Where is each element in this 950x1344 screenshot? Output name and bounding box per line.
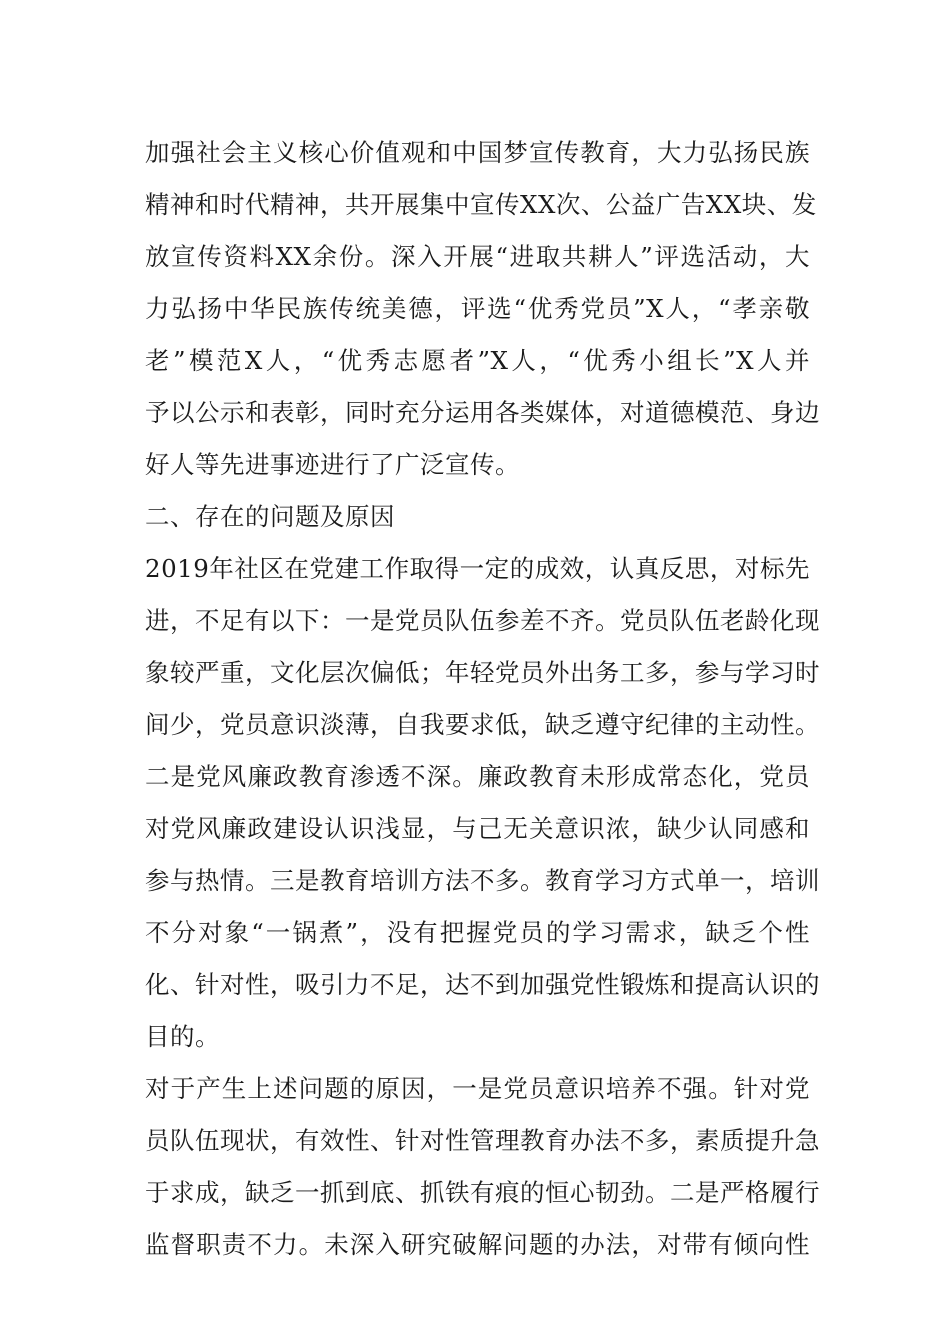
text-line: 对于产生上述问题的原因，一是党员意识培养不强。针对党 <box>145 1074 810 1103</box>
paragraph <box>145 1063 820 1271</box>
text-line: 老”模范X人，“优秀志愿者”X人，“优秀小组长”X人并 <box>145 346 810 375</box>
text-line: 对党风廉政建设认识浅显，与己无关意识浓，缺少认同感和 <box>145 814 810 843</box>
text-line: 于求成，缺乏一抓到底、抓铁有痕的恒心韧劲。二是严格履行 <box>145 1178 820 1207</box>
text-line: 目的。 <box>145 1022 220 1051</box>
text-line: 间少，党员意识淡薄，自我要求低，缺乏遵守纪律的主动性。 <box>145 710 820 739</box>
paragraph <box>145 543 820 1063</box>
text-line: 参与热情。三是教育培训方法不多。教育学习方式单一，培训 <box>145 866 820 895</box>
text-line: 予以公示和表彰，同时充分运用各类媒体，对道德模范、身边 <box>145 398 820 427</box>
text-line: 好人等先进事迹进行了广泛宣传。 <box>145 450 520 479</box>
text-line: 2019年社区在党建工作取得一定的成效，认真反思，对标先 <box>145 554 810 583</box>
text-line: 放宣传资料XX余份。深入开展“进取共耕人”评选活动，大 <box>145 242 810 271</box>
text-line: 力弘扬中华民族传统美德，评选“优秀党员”X人，“孝亲敬 <box>145 294 810 323</box>
document-body <box>145 127 820 1271</box>
section-heading <box>145 491 810 543</box>
heading-text: 二、存在的问题及原因 <box>145 502 395 531</box>
text-line: 精神和时代精神，共开展集中宣传XX次、公益广告XX块、发 <box>145 190 817 219</box>
text-line: 加强社会主义核心价值观和中国梦宣传教育，大力弘扬民族 <box>145 138 810 167</box>
text-line: 员队伍现状，有效性、针对性管理教育办法不多，素质提升急 <box>145 1126 820 1155</box>
text-line: 二是党风廉政教育渗透不深。廉政教育未形成常态化，党员 <box>145 762 810 791</box>
paragraph <box>145 127 820 491</box>
text-line: 象较严重，文化层次偏低；年轻党员外出务工多，参与学习时 <box>145 658 820 687</box>
text-line: 化、针对性，吸引力不足，达不到加强党性锻炼和提高认识的 <box>145 970 820 999</box>
text-line: 进，不足有以下：一是党员队伍参差不齐。党员队伍老龄化现 <box>145 606 820 635</box>
text-line: 监督职责不力。未深入研究破解问题的办法，对带有倾向性 <box>145 1230 810 1259</box>
text-line: 不分对象“一锅煮”，没有把握党员的学习需求，缺乏个性 <box>145 918 810 947</box>
